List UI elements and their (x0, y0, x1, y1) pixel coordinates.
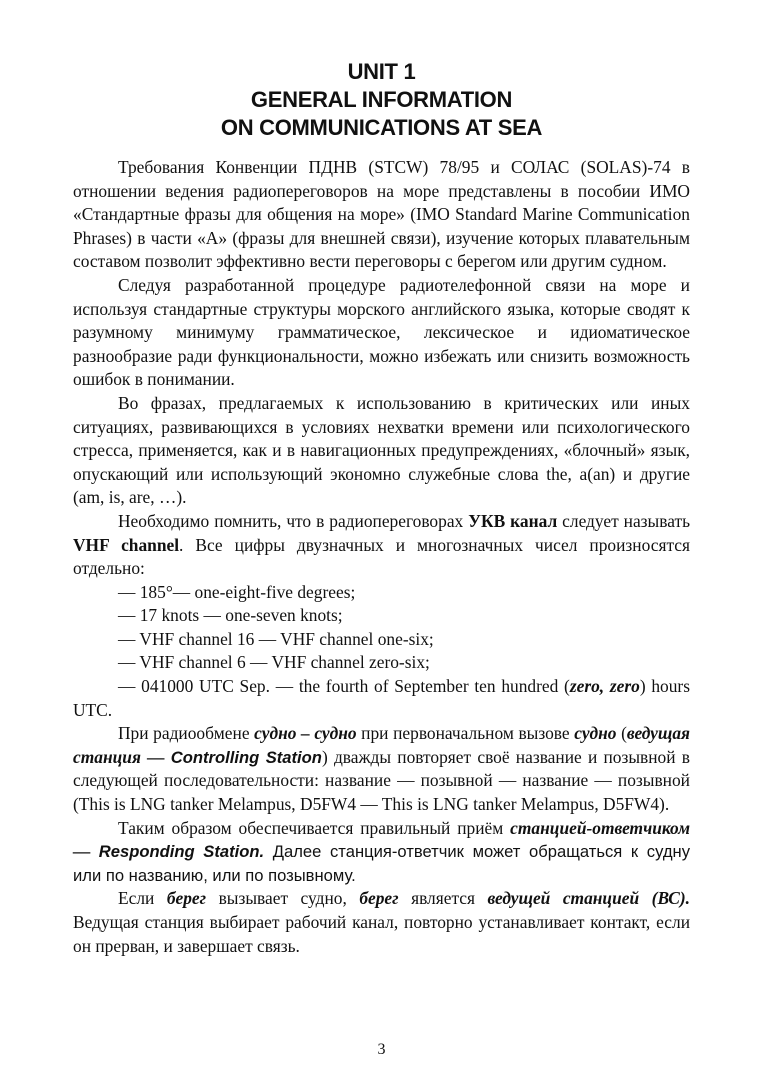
p7-text-4: Ведущая станция выбирает рабочий канал, повторно устанавливает контакт, если он прерван, и завершает связь. (73, 912, 690, 956)
title-line-2: GENERAL INFORMATION (250, 87, 513, 112)
p7-bi-3: ведущей станцией (ВС). (487, 888, 690, 909)
p6-responding-station: Responding Station. (98, 842, 265, 862)
example-2: — 17 knots — one-seven knots; (118, 605, 343, 626)
p5-text-3: ( (616, 723, 627, 744)
body-text (73, 156, 690, 958)
title-line-3: ON COMMUNICATIONS AT SEA (220, 115, 543, 140)
p5-controlling-station: Controlling Station (170, 747, 322, 767)
example-5 (73, 675, 690, 722)
p5-bi-3: ведущая станция — (73, 723, 690, 767)
unit-title (73, 58, 690, 142)
p6-text-1: Таким образом обеспечивается правильный приём (118, 817, 511, 838)
paragraph-6 (73, 817, 690, 888)
p6-text-2: Далее станция-ответчик может обращаться к судну или по названию, или по позывному. (73, 842, 690, 885)
paragraph-1: Требования Конвенции ПДНВ (STCW) 78/95 и СОЛАС (SOLAS)-74 в отношении ведения радиопереговоров на море представлены в пособии ИМО «Стандартные фразы для общения на море» (IMO Standard Marine Communication Phrases) в части «А» (фразы для внешней связи), изучение которых плавательным составом позволит эффективно вести переговоры с берегом или другим судном. (73, 157, 690, 272)
p4-text-2: следует называть (557, 510, 691, 531)
example-3: — VHF channel 16 — VHF channel one-six; (118, 628, 434, 649)
p5-text-1: При радиообмене (118, 723, 255, 744)
example-1: — 185°— one-eight-five degrees; (118, 581, 356, 602)
p6-bi-1: станцией-ответчиком — (73, 817, 690, 862)
p4-bold-ukv: УКВ канал (468, 510, 558, 531)
page-content (73, 58, 690, 958)
ex5-text-2: ) hours UTC. (73, 676, 690, 720)
p5-bi-2: судно (574, 723, 617, 744)
paragraph-7 (73, 887, 690, 958)
p7-bi-2: берег (359, 888, 399, 909)
paragraph-3: Во фразах, предлагаемых к использованию в критических или иных ситуациях, развивающихся в условиях нехватки времени или психологического стресса, применяется, как и в навигационных предупреждениях, «блочный» язык, опускающий или использующий экономно служебные слова the, a(an) и другие (am, is, are, …). (73, 392, 690, 508)
example-4: — VHF channel 6 — VHF channel zero-six; (118, 652, 430, 673)
title-line-1: UNIT 1 (347, 59, 416, 84)
p4-text-1: Необходимо помнить, что в радиопереговорах (118, 510, 469, 531)
p7-text-2: вызывает судно, (206, 888, 360, 909)
p5-text-2: при первоначальном вызове (356, 723, 575, 744)
p4-text-3: . Все цифры двузначных и многозначных чисел произносятся отдельно: (73, 534, 690, 579)
p7-text-3: является (398, 888, 488, 909)
p7-bi-1: берег (166, 888, 207, 909)
p5-text-4: ) дважды повторяет своё название и позывной в следующей последовательности: название — позывной — название — позывной (This is LNG tanker Melampus, D5FW4 — This is LNG tanker Melampus, D5FW4). (73, 746, 690, 815)
paragraph-5 (73, 722, 690, 816)
paragraph-4 (73, 510, 690, 581)
ex5-bold-italic: zero, zero (569, 676, 640, 697)
p5-bi-1: судно – судно (254, 723, 357, 744)
ex5-text-1: — 041000 UTC Sep. — the fourth of September ten hundred ( (118, 676, 570, 697)
p4-bold-vhf: VHF channel (73, 534, 180, 555)
p7-text-1: Если (118, 888, 167, 909)
paragraph-2: Следуя разработанной процедуре радиотелефонной связи на море и используя стандартные структуры морского английского языка, которые сводят к разумному минимуму грамматическое, лексическое и идиоматическое разнообразие ради функциональности, можно избежать или снизить возможность ошибок в понимании. (73, 274, 690, 390)
page-number: 3 (377, 1041, 386, 1058)
